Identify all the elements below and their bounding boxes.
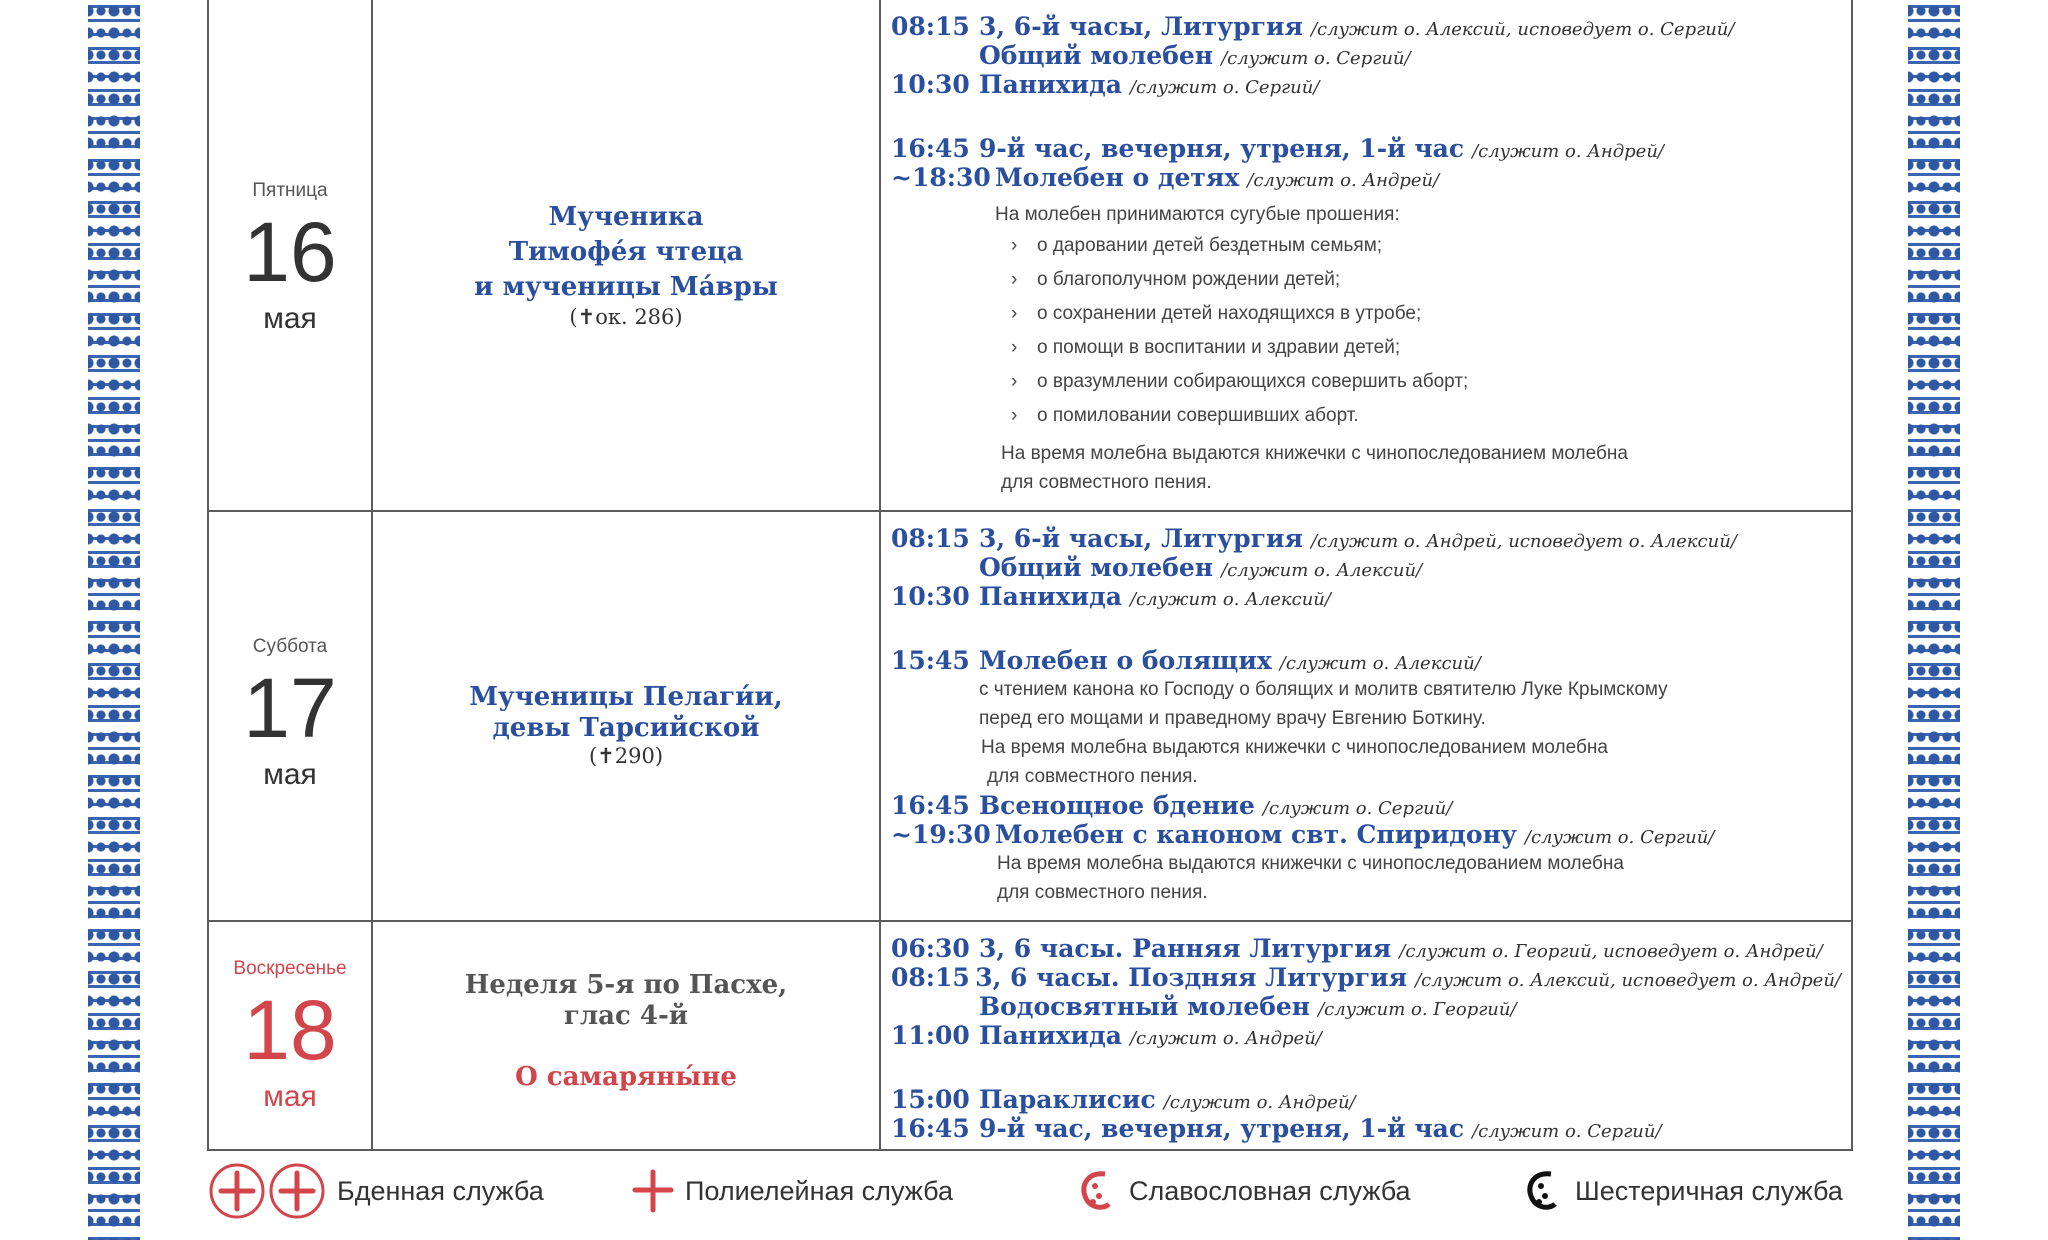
- day-number: 16: [243, 205, 337, 299]
- service-line: [891, 820, 1841, 849]
- service-name: Водосвятный молебен: [979, 992, 1311, 1021]
- legend-label: Полиелейная служба: [685, 1175, 953, 1206]
- service-name: Панихида: [979, 582, 1122, 611]
- six-stichera-sign-icon: [1521, 1166, 1565, 1216]
- service-time: 11:00: [891, 1021, 970, 1050]
- booklet-note: для совместного пения.: [997, 882, 1208, 903]
- feast-cell: [373, 970, 879, 1092]
- service-name: Молебен о болящих: [979, 646, 1272, 675]
- service-name: 9-й час, вечерня, утреня, 1-й час: [979, 134, 1465, 163]
- petition-item: › о помощи в воспитании и здравии детей;: [1011, 337, 1401, 358]
- service-name: 3, 6-й часы, Литургия: [979, 524, 1303, 553]
- feast-subtitle: О самаряны́не: [515, 1062, 737, 1093]
- service-name: Общий молебен: [979, 41, 1214, 70]
- service-line: [891, 41, 1841, 70]
- petitions-intro: На молебен принимаются сугубые прошения:: [995, 204, 1400, 225]
- date-cell: [209, 958, 371, 1114]
- service-clergy: /служит о. Сергий/: [1221, 48, 1411, 69]
- column-divider: [879, 0, 881, 510]
- day-number: 17: [243, 661, 337, 755]
- service-clergy: /служит о. Андрей, исповедует о. Алексий/: [1310, 531, 1737, 552]
- service-name: Общий молебен: [979, 553, 1214, 582]
- weekday: Воскресенье: [233, 958, 347, 979]
- service-line: [891, 934, 1841, 963]
- service-time: ~19:30: [891, 820, 991, 849]
- weekday: Суббота: [252, 636, 328, 657]
- service-name: Молебен с каноном свт. Спиридону: [995, 820, 1517, 849]
- service-time: 10:30: [891, 582, 970, 611]
- day-row-17: [209, 510, 1851, 920]
- service-clergy: /служит о. Сергий/: [1129, 77, 1320, 98]
- petition-item: › о помиловании совершивших аборт.: [1011, 405, 1359, 426]
- feast-title-line: Мученика: [548, 202, 704, 232]
- service-line: [891, 163, 1841, 192]
- service-note: с чтением канона ко Господу о болящих и молитв святителю Луке Крымскому: [979, 679, 1668, 700]
- service-clergy: /служит о. Андрей/: [1247, 170, 1440, 191]
- legend-label: Славословная служба: [1129, 1175, 1411, 1206]
- service-name: Параклисис: [979, 1085, 1156, 1114]
- petition-item: › о сохранении детей находящихся в утробе;: [1011, 303, 1422, 324]
- legend: [207, 1156, 1853, 1226]
- service-name: Молебен о детях: [995, 163, 1240, 192]
- service-name: Панихида: [979, 70, 1122, 99]
- service-time: 15:45: [891, 646, 970, 675]
- petition-item: › о вразумлении собирающихся совершить аборт;: [1011, 371, 1469, 392]
- feast-title-line: Тимофе́я чтеца: [508, 237, 744, 268]
- feast-title-line: Неделя 5-я по Пасхе,: [464, 970, 788, 1000]
- vigil-double-cross-icon: [207, 1161, 327, 1221]
- service-clergy: /служит о. Алексий/: [1129, 589, 1331, 610]
- service-name: 3, 6 часы. Ранняя Литургия: [979, 934, 1392, 963]
- service-note: перед его мощами и праведному врачу Евгению Боткину.: [979, 708, 1486, 729]
- service-line: [891, 646, 1841, 675]
- service-clergy: /служит о. Андрей/: [1163, 1092, 1356, 1113]
- service-clergy: /служит о. Георгий, исповедует о. Андрей/: [1399, 941, 1823, 962]
- ornamental-border-right: [1908, 0, 1960, 1240]
- service-clergy: /служит о. Андрей/: [1472, 141, 1664, 162]
- service-time: 15:00: [891, 1085, 970, 1114]
- feast-title-line: глас 4-й: [563, 1001, 689, 1032]
- booklet-note: для совместного пения.: [1001, 472, 1212, 493]
- feast-title-line: и мученицы Ма́вры: [474, 272, 778, 303]
- column-divider: [879, 512, 881, 920]
- services-cell: [891, 12, 1841, 497]
- month: мая: [263, 1080, 317, 1113]
- legend-item-shesterichnaya: [1521, 1156, 1843, 1226]
- service-clergy: /служит о. Алексий, исповедует о. Сергий/: [1310, 19, 1735, 40]
- service-time: 08:15: [891, 12, 970, 41]
- service-line: [891, 992, 1841, 1021]
- service-line: [891, 1021, 1841, 1050]
- ornamental-border-left: [88, 0, 140, 1240]
- feast-cell: [373, 682, 879, 768]
- legend-label: Бденная служба: [337, 1175, 544, 1206]
- date-cell: [209, 636, 371, 792]
- service-line: [891, 553, 1841, 582]
- services-cell: [891, 524, 1841, 907]
- service-line: [891, 582, 1841, 611]
- date-cell: [209, 180, 371, 336]
- petition-item: › о благополучном рождении детей;: [1011, 269, 1341, 290]
- service-line: [891, 70, 1841, 99]
- service-line: [891, 12, 1841, 41]
- booklet-note: На время молебна выдаются книжечки с чинопоследованием молебна: [1001, 443, 1628, 464]
- service-time: 08:15: [891, 963, 970, 992]
- schedule-table: [207, 0, 1853, 1151]
- booklet-note: для совместного пения.: [987, 766, 1198, 787]
- services-cell: [891, 934, 1841, 1143]
- day-row-18: [209, 920, 1851, 1149]
- column-divider: [879, 922, 881, 1149]
- service-clergy: /служит о. Георгий/: [1318, 999, 1517, 1020]
- petitions-list: [891, 229, 1841, 433]
- polyeleos-cross-icon: [631, 1166, 675, 1216]
- service-clergy: /служит о. Алексий, исповедует о. Андрей/: [1415, 970, 1841, 991]
- feast-title-line: девы Тарсийской: [492, 713, 760, 744]
- day-row-16: [209, 0, 1851, 510]
- service-time: 06:30: [891, 934, 970, 963]
- service-clergy: /служит о. Алексий/: [1221, 560, 1423, 581]
- service-line: [891, 134, 1841, 163]
- doxology-sign-icon: [1075, 1166, 1119, 1216]
- service-time: 08:15: [891, 524, 970, 553]
- legend-label: Шестеричная служба: [1575, 1175, 1843, 1206]
- feast-note: (✝290): [588, 744, 664, 769]
- service-name: Панихида: [979, 1021, 1122, 1050]
- month: мая: [263, 302, 317, 335]
- service-line: [891, 791, 1841, 820]
- service-clergy: /служит о. Андрей/: [1129, 1028, 1322, 1049]
- service-clergy: /служит о. Сергий/: [1524, 827, 1715, 848]
- service-clergy: /служит о. Сергий/: [1262, 798, 1453, 819]
- booklet-note: На время молебна выдаются книжечки с чинопоследованием молебна: [981, 737, 1608, 758]
- service-line: [891, 1085, 1841, 1114]
- service-time: 16:45: [891, 134, 970, 163]
- booklet-note: На время молебна выдаются книжечки с чинопоследованием молебна: [997, 853, 1624, 874]
- feast-cell: [373, 200, 879, 329]
- service-clergy: /служит о. Сергий/: [1472, 1121, 1662, 1142]
- service-time: 10:30: [891, 70, 970, 99]
- service-name: Всенощное бдение: [979, 791, 1255, 820]
- service-time: 16:45: [891, 1114, 970, 1143]
- petition-item: › о даровании детей бездетным семьям;: [1011, 235, 1383, 256]
- service-name: 3, 6 часы. Поздняя Литургия: [975, 963, 1408, 992]
- feast-title-line: Мученицы Пелаги́и,: [469, 682, 783, 712]
- legend-item-bdennaya: [207, 1156, 544, 1226]
- legend-item-slavoslovnaya: [1075, 1156, 1411, 1226]
- month: мая: [263, 758, 317, 791]
- service-time: ~18:30: [891, 163, 991, 192]
- service-name: 9-й час, вечерня, утреня, 1-й час: [979, 1114, 1465, 1143]
- day-number: 18: [243, 983, 337, 1077]
- feast-note: (✝ок. 286): [569, 305, 683, 330]
- service-time: 16:45: [891, 791, 970, 820]
- service-clergy: /служит о. Алексий/: [1279, 653, 1481, 674]
- service-name: 3, 6-й часы, Литургия: [979, 12, 1303, 41]
- service-line: [891, 963, 1841, 992]
- service-line: [891, 524, 1841, 553]
- service-line: [891, 1114, 1841, 1143]
- weekday: Пятница: [252, 180, 328, 201]
- legend-item-polieleynaya: [631, 1156, 953, 1226]
